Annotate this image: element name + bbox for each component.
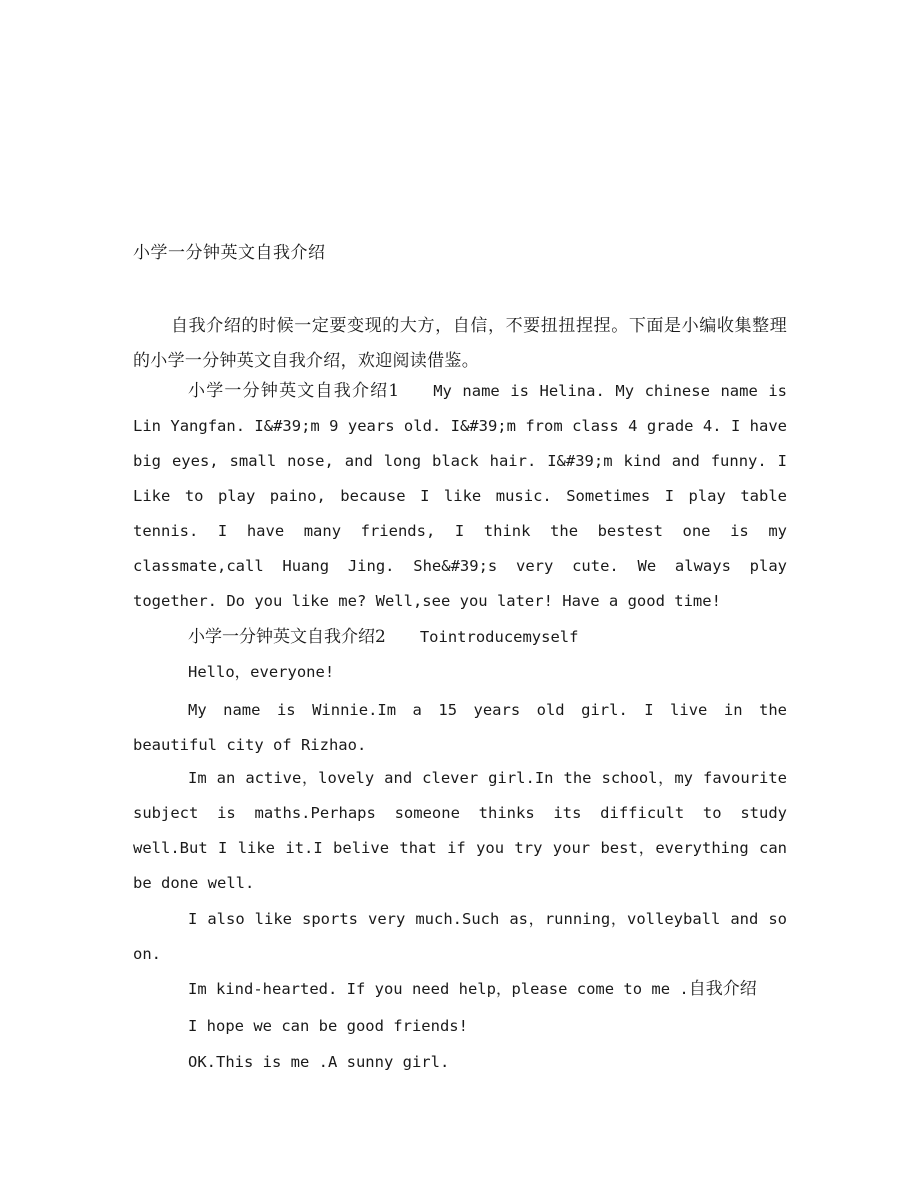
section2-paragraph-2: Im an active，lovely and clever girl.In the school，my favourite subject is maths.Perhaps someone thinks its difficult to study well.But I like it.I belive that if you try your best，everything can be done well. (133, 769, 787, 892)
section2-paragraph-6: OK.This is me .A sunny girl. (188, 1053, 450, 1071)
section2-paragraph-4 (133, 972, 787, 1007)
section1-body: My name is Helina. My chinese name is Lin Yangfan. I&#39;m 9 years old. I&#39;m from class 4 grade 4. I have big eyes, small nose, and long black hair. I&#39;m kind and funny. I Like to play paino, because I like music. Sometimes I play table tennis. I have many friends, I think the bestest one is my classmate,call Huang Jing. She&#39;s very cute. We always play together. Do you like me? Well,see you later! Have a good time! (133, 382, 787, 610)
section2-subtitle: Tointroducemyself (419, 628, 579, 646)
section2-paragraph-1: My name is Winnie.Im a 15 years old girl. I live in the beautiful city of Rizhao. (133, 701, 787, 754)
greeting-paragraph: Hello，everyone! (188, 663, 335, 681)
section2-heading-line (133, 620, 787, 655)
section2-paragraph-4-text: Im kind-hearted. If you need help，please come to me . (188, 980, 689, 998)
section2-paragraph-4-tag: 自我介绍 (688, 979, 757, 999)
section2-paragraph-5: I hope we can be good friends! (188, 1017, 468, 1035)
section2-paragraph-3: I also like sports very much.Such as，running，volleyball and so on. (133, 910, 787, 963)
intro-paragraph: 自我介绍的时候一定要变现的大方，自信，不要扭扭捏捏。下面是小编收集整理的小学一分钟英文自我介绍，欢迎阅读借鉴。 (133, 316, 787, 371)
section2-heading: 小学一分钟英文自我介绍2 (188, 627, 386, 647)
section1-paragraph (133, 374, 787, 619)
document-title: 小学一分钟英文自我介绍 (133, 243, 326, 263)
section1-heading: 小学一分钟英文自我介绍1 (188, 381, 400, 401)
